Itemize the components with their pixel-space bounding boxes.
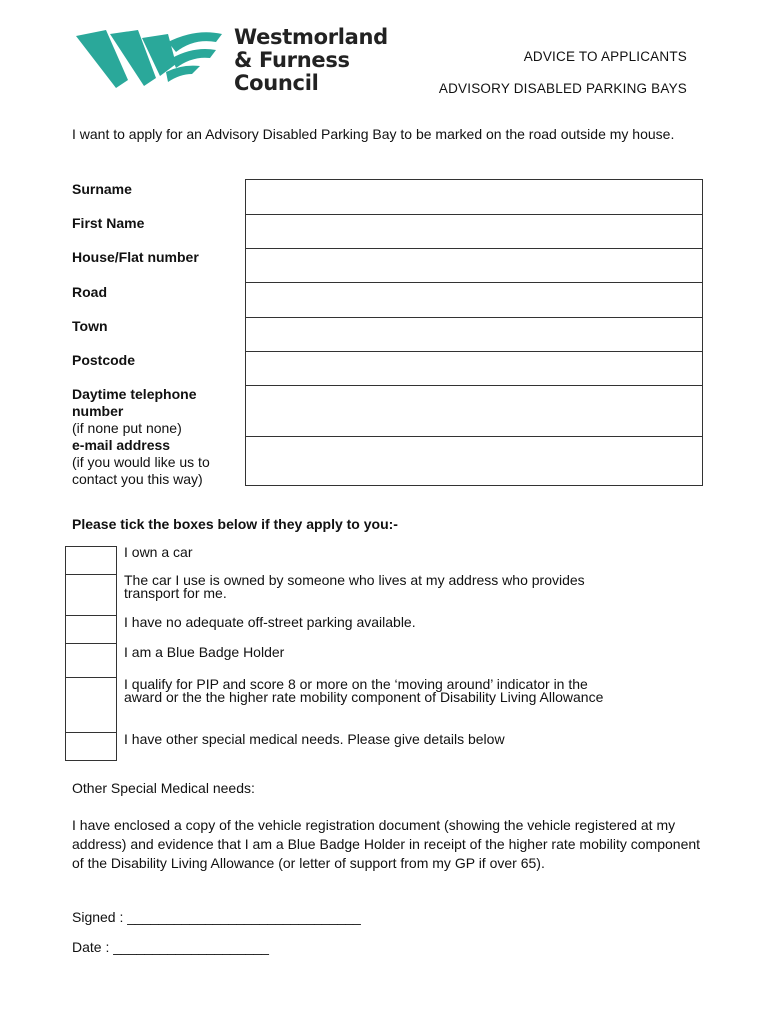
document-heading [439, 41, 687, 105]
road-label: Road [72, 284, 107, 300]
council-name-line-1: Westmorland [234, 25, 388, 49]
tick-box-pip[interactable] [65, 677, 117, 733]
tick-item-car-owned-by-household: The car I use is owned by someone who lives at my address who provides transport for me. [124, 572, 585, 601]
first-name-input[interactable] [246, 214, 702, 249]
council-logo-mark-icon [76, 28, 226, 96]
town-label: Town [72, 318, 108, 334]
tick-box-own-car[interactable] [65, 546, 117, 575]
tick-box-car-owned-by-household[interactable] [65, 574, 117, 616]
tick-item-own-car: I own a car [124, 544, 193, 560]
postcode-label: Postcode [72, 352, 136, 368]
document-title: ADVICE TO APPLICANTS [523, 49, 687, 64]
surname-label: Surname [72, 181, 132, 197]
telephone-input[interactable] [246, 385, 702, 437]
telephone-label-group [72, 386, 232, 437]
email-input[interactable] [246, 436, 702, 487]
council-name [234, 26, 388, 95]
council-logo [76, 26, 386, 96]
tick-item-no-parking: I have no adequate off-street parking available. [124, 614, 416, 630]
town-input[interactable] [246, 317, 702, 352]
email-hint: (if you would like us to contact you this way) [72, 454, 210, 487]
telephone-hint: (if none put none) [72, 420, 182, 436]
tick-item-blue-badge: I am a Blue Badge Holder [124, 644, 285, 660]
council-name-line-2: & Furness [234, 48, 350, 72]
tick-item-pip: I qualify for PIP and score 8 or more on the ‘moving around’ indicator in the award or the the higher rate mobility component of Disability Living Allowance [124, 676, 604, 705]
email-label-group [72, 437, 242, 488]
enclosed-statement: I have enclosed a copy of the vehicle registration document (showing the vehicle registered at my address) and evidence that I am a Blue Badge Holder in receipt of the higher rate mobility component of the Disability Living Allowance (or letter of support from my GP if over 65). [72, 817, 701, 871]
postcode-input[interactable] [246, 351, 702, 386]
surname-input[interactable] [246, 180, 702, 214]
tick-item-medical-needs: I have other special medical needs. Please give details below [124, 731, 505, 747]
email-label: e-mail address [72, 437, 171, 453]
tick-box-medical-needs[interactable] [65, 732, 117, 761]
intro-text: I want to apply for an Advisory Disabled Parking Bay to be marked on the road outside my house. [72, 126, 675, 142]
tick-box-blue-badge[interactable] [65, 643, 117, 678]
first-name-label: First Name [72, 215, 145, 231]
details-entry-grid [245, 179, 703, 486]
house-number-input[interactable] [246, 248, 702, 283]
signature-line: Signed : ______________________________ [72, 909, 361, 925]
tick-heading: Please tick the boxes below if they apply to you:- [72, 516, 398, 532]
road-input[interactable] [246, 282, 702, 318]
document-subtitle: ADVISORY DISABLED PARKING BAYS [438, 81, 687, 96]
tick-box-no-parking[interactable] [65, 615, 117, 644]
house-number-label: House/Flat number [72, 249, 199, 265]
other-needs-label: Other Special Medical needs: [72, 780, 255, 796]
date-line: Date : ____________________ [72, 939, 269, 955]
telephone-label: Daytime telephone number [72, 386, 197, 419]
council-name-line-3: Council [234, 71, 319, 95]
